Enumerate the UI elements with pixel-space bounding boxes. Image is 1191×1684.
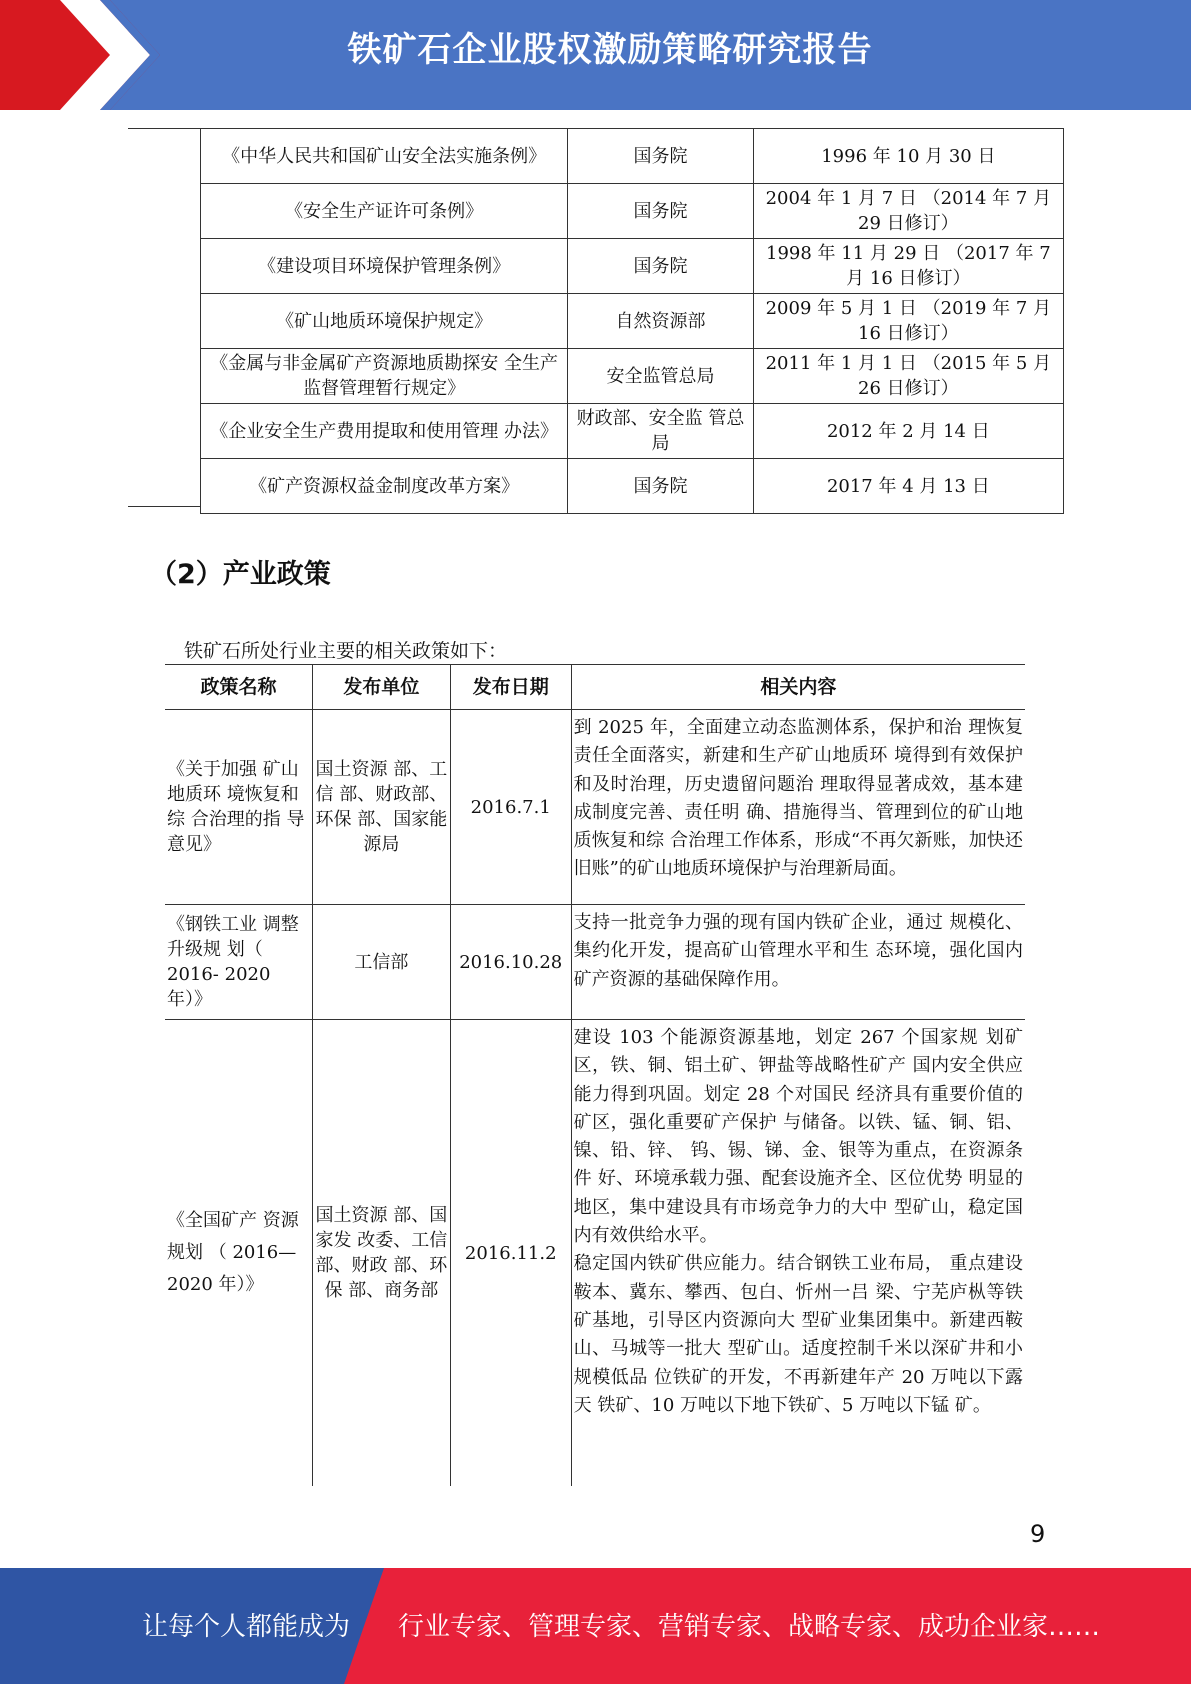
regulation-dept: 国务院 bbox=[568, 184, 753, 239]
table-header-row bbox=[165, 665, 1025, 710]
regulations-table bbox=[200, 128, 1064, 514]
table-row bbox=[201, 184, 1064, 239]
regulation-date: 2017 年 4 月 13 日 bbox=[753, 459, 1063, 514]
policy-dept: 工信部 bbox=[312, 905, 450, 1020]
section-heading: （2）产业政策 bbox=[150, 559, 331, 590]
page-header bbox=[0, 0, 1191, 110]
policy-name: 《钢铁工业 调整升级规 划（ 2016- 2020 年）》 bbox=[165, 905, 312, 1020]
regulation-name: 《建设项目环境保护管理条例》 bbox=[201, 239, 568, 294]
page-number: 9 bbox=[1030, 1520, 1046, 1548]
regulation-name: 《中华人民共和国矿山安全法实施条例》 bbox=[201, 129, 568, 184]
table-row bbox=[201, 129, 1064, 184]
table-row bbox=[201, 459, 1064, 514]
regulation-date: 2004 年 1 月 7 日 （2014 年 7 月 29 日修订） bbox=[753, 184, 1063, 239]
table-row bbox=[201, 349, 1064, 404]
policy-date: 2016.11.2 bbox=[450, 1020, 571, 1487]
regulation-dept: 国务院 bbox=[568, 459, 753, 514]
table-row bbox=[165, 905, 1025, 1020]
regulation-name: 《金属与非金属矿产资源地质勘探安 全生产监督管理暂行规定》 bbox=[201, 349, 568, 404]
policy-content-continued: 稳定国内铁矿供应能力。结合钢铁工业布局， 重点建设鞍本、冀东、攀西、包白、忻州一吕 梁、宁芜庐枞等铁矿基地，引导区内资源向大 型矿业集团集中。新建西鞍山、马城等一批大 型矿山。适度控制千米以深矿井和小规模低品 位铁矿的开发，不再新建年产 20 万吨以下露天 铁矿、10 万吨以下地下铁矿、5 万吨以下锰 矿。 bbox=[573, 1253, 1023, 1416]
table-row bbox=[201, 294, 1064, 349]
table-row bbox=[201, 239, 1064, 294]
section-intro: 铁矿石所处行业主要的相关政策如下： bbox=[184, 640, 508, 662]
policy-name: 《全国矿产 资源规划 （ 2016— 2020 年）》 bbox=[165, 1020, 312, 1487]
regulation-dept: 安全监管总局 bbox=[568, 349, 753, 404]
policy-content: 建设 103 个能源资源基地，划定 267 个国家规 划矿区，铁、铜、铝土矿、钾盐等战略性矿产 国内安全供应能力得到巩固。划定 28 个对国民 经济具有重要价值的矿区，强化重要矿产保护 与储备。以铁、锰、铜、铝、镍、铅、锌、 钨、锡、锑、金、银等为重点，在资源条件 好、环境承载力强、配套设施齐全、区位优势 明显的地区，集中建设具有市场竞争力的大中 型矿山，稳定国内有效供给水平。 bbox=[573, 1027, 1023, 1247]
policy-content: 到 2025 年，全面建立动态监测体系，保护和治 理恢复责任全面落实，新建和生产矿山地质环 境得到有效保护和及时治理，历史遗留问题治 理取得显著成效，基本建成制度完善、责任明 确、措施得当、管理到位的矿山地质恢复和综 合治理工作体系，形成“不再欠新账，加快还 旧账”的矿山地质环境保护与治理新局面。 bbox=[571, 710, 1025, 905]
regulation-dept: 自然资源部 bbox=[568, 294, 753, 349]
table-row bbox=[165, 710, 1025, 905]
regulation-date: 2012 年 2 月 14 日 bbox=[753, 404, 1063, 459]
footer-slogan-right: 行业专家、管理专家、营销专家、战略专家、成功企业家…… bbox=[398, 1612, 1101, 1642]
page-title: 铁矿石企业股权激励策略研究报告 bbox=[347, 30, 873, 70]
table1-left-top-rule bbox=[128, 128, 200, 129]
regulation-date: 1996 年 10 月 30 日 bbox=[753, 129, 1063, 184]
column-header-content: 相关内容 bbox=[571, 665, 1025, 710]
industry-policy-table bbox=[165, 664, 1025, 1486]
policy-name: 《关于加强 矿山地质环 境恢复和综 合治理的指 导意见》 bbox=[165, 710, 312, 905]
regulation-date: 2009 年 5 月 1 日 （2019 年 7 月 16 日修订） bbox=[753, 294, 1063, 349]
policy-dept: 国土资源 部、国家发 改委、工信 部、财政 部、环保 部、商务部 bbox=[312, 1020, 450, 1487]
column-header-dept: 发布单位 bbox=[312, 665, 450, 710]
regulation-name: 《矿山地质环境保护规定》 bbox=[201, 294, 568, 349]
table-row bbox=[165, 1020, 1025, 1487]
policy-date: 2016.7.1 bbox=[450, 710, 571, 905]
policy-content: 支持一批竞争力强的现有国内铁矿企业，通过 规模化、集约化开发，提高矿山管理水平和生 态环境，强化国内矿产资源的基础保障作用。 bbox=[571, 905, 1025, 1020]
table-row bbox=[201, 404, 1064, 459]
regulation-name: 《企业安全生产费用提取和使用管理 办法》 bbox=[201, 404, 568, 459]
regulation-name: 《矿产资源权益金制度改革方案》 bbox=[201, 459, 568, 514]
regulation-name: 《安全生产证许可条例》 bbox=[201, 184, 568, 239]
regulation-date: 2011 年 1 月 1 日 （2015 年 5 月 26 日修订） bbox=[753, 349, 1063, 404]
footer-slogan-left: 让每个人都能成为 bbox=[142, 1612, 351, 1642]
regulation-dept: 国务院 bbox=[568, 129, 753, 184]
page-footer bbox=[0, 1568, 1191, 1684]
policy-dept: 国土资源 部、工信 部、财政部、环保 部、国家能 源局 bbox=[312, 710, 450, 905]
regulation-dept: 国务院 bbox=[568, 239, 753, 294]
column-header-date: 发布日期 bbox=[450, 665, 571, 710]
regulation-dept: 财政部、安全监 管总局 bbox=[568, 404, 753, 459]
regulation-date: 1998 年 11 月 29 日 （2017 年 7 月 16 日修订） bbox=[753, 239, 1063, 294]
column-header-name: 政策名称 bbox=[165, 665, 312, 710]
policy-date: 2016.10.28 bbox=[450, 905, 571, 1020]
table1-left-bottom-rule bbox=[128, 506, 200, 507]
policy-content-cell bbox=[571, 1020, 1025, 1487]
header-chevron-icon bbox=[0, 0, 160, 110]
